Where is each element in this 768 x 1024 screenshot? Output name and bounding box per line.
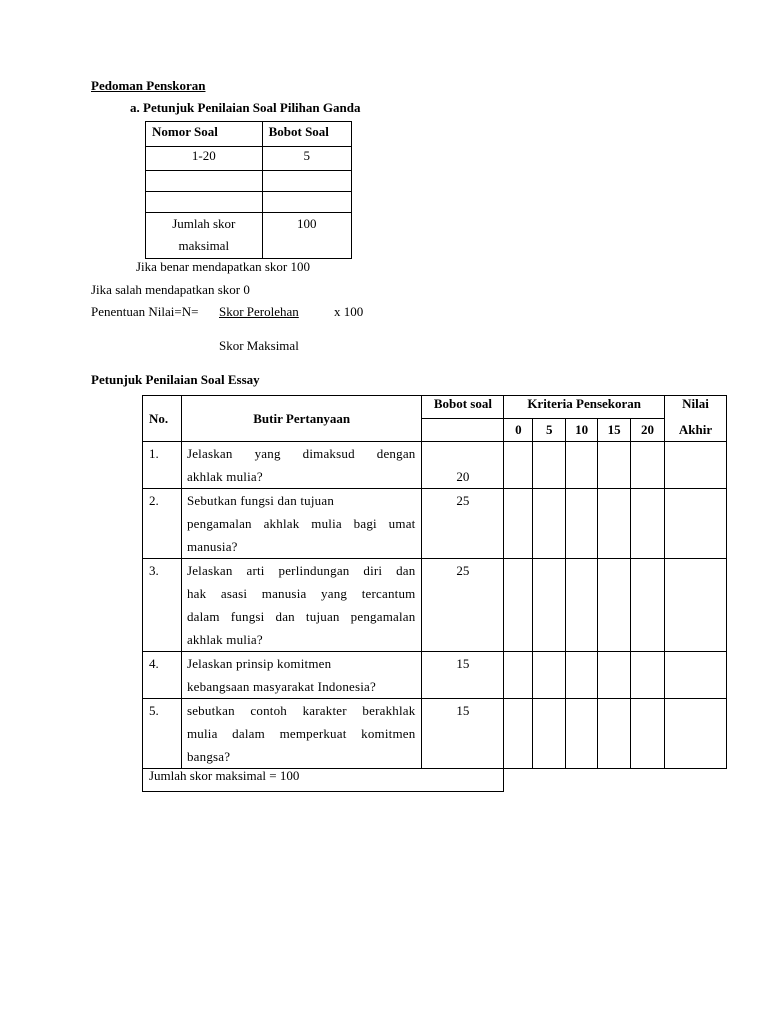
final-score-cell	[665, 699, 727, 769]
essay-row-weight: 20	[422, 442, 504, 489]
essay-row	[143, 442, 727, 489]
essay-row-weight: 15	[422, 699, 504, 769]
essay-row-weight: 25	[422, 489, 504, 559]
score-cell	[504, 652, 533, 699]
mc-header-nomor: Nomor Soal	[146, 122, 263, 147]
essay-row	[143, 489, 727, 559]
page-heading: Pedoman Penskoran	[91, 78, 206, 93]
formula-label: Penentuan Nilai=N=	[91, 304, 199, 319]
question-line: mulia dalam memperkuat komitmen	[186, 726, 416, 741]
question-line: bangsa?	[186, 749, 231, 764]
score-cell	[598, 699, 631, 769]
score-cell	[598, 489, 631, 559]
question-line: Jelaskan prinsip komitmen	[186, 656, 332, 671]
mc-empty-cell	[146, 192, 263, 213]
essay-header-butir: Butir Pertanyaan	[181, 396, 422, 442]
final-score-cell	[665, 652, 727, 699]
mc-row-nomor: 1-20	[146, 147, 263, 171]
mc-header-bobot: Bobot Soal	[262, 122, 351, 147]
criteria-0: 0	[504, 419, 533, 442]
question-line: pengamalan akhlak mulia bagi umat	[186, 516, 416, 531]
section-a-title: a. Petunjuk Penilaian Soal Pilihan Ganda	[130, 100, 361, 115]
essay-header-nilai: Nilai	[665, 396, 727, 419]
formula-numerator: Skor Perolehan	[219, 304, 299, 319]
score-cell	[631, 652, 665, 699]
mc-empty-cell	[262, 171, 351, 192]
question-line: sebutkan contoh karakter berakhlak	[186, 703, 416, 718]
essay-table	[142, 395, 727, 792]
essay-row-question	[181, 559, 422, 652]
score-cell	[533, 559, 566, 652]
mc-total-label-line: maksimal	[178, 238, 230, 253]
criteria-15: 15	[598, 419, 631, 442]
essay-row	[143, 559, 727, 652]
essay-header-no: No.	[143, 396, 182, 442]
score-cell	[631, 489, 665, 559]
essay-total: Jumlah skor maksimal = 100	[143, 769, 504, 792]
question-line: Jelaskan yang dimaksud dengan	[186, 446, 416, 461]
section-b-title: Petunjuk Penilaian Soal Essay	[91, 372, 260, 387]
score-cell	[533, 699, 566, 769]
essay-row-question	[181, 699, 422, 769]
essay-row-no: 1.	[143, 442, 182, 489]
question-line: kebangsaan masyarakat Indonesia?	[186, 679, 376, 694]
question-line: Jelaskan arti perlindungan diri dan	[186, 563, 416, 578]
final-score-cell	[665, 559, 727, 652]
essay-row	[143, 699, 727, 769]
criteria-20: 20	[631, 419, 665, 442]
question-line: manusia?	[186, 539, 238, 554]
rule-incorrect: Jika salah mendapatkan skor 0	[91, 282, 250, 297]
score-cell	[533, 652, 566, 699]
essay-row-no: 5.	[143, 699, 182, 769]
question-line: akhlak mulia?	[186, 469, 263, 484]
score-cell	[566, 489, 598, 559]
score-cell	[504, 559, 533, 652]
essay-row-weight: 15	[422, 652, 504, 699]
essay-row-question	[181, 442, 422, 489]
mc-total-label	[146, 213, 263, 259]
essay-row-no: 3.	[143, 559, 182, 652]
score-cell	[533, 489, 566, 559]
essay-row-no: 2.	[143, 489, 182, 559]
essay-header-akhir: Akhir	[665, 419, 727, 442]
score-cell	[631, 699, 665, 769]
mc-row-bobot: 5	[262, 147, 351, 171]
final-score-cell	[665, 489, 727, 559]
score-cell	[504, 699, 533, 769]
mc-empty-cell	[146, 171, 263, 192]
mc-total-value: 100	[262, 213, 351, 259]
formula-denominator: Skor Maksimal	[219, 338, 299, 353]
score-cell	[598, 442, 631, 489]
score-cell	[631, 559, 665, 652]
score-cell	[598, 559, 631, 652]
score-cell	[504, 442, 533, 489]
essay-row-question	[181, 652, 422, 699]
question-line: Sebutkan fungsi dan tujuan	[186, 493, 335, 508]
essay-total-blank	[504, 769, 727, 792]
essay-row-weight: 25	[422, 559, 504, 652]
score-cell	[598, 652, 631, 699]
score-cell	[504, 489, 533, 559]
essay-row-question	[181, 489, 422, 559]
mc-empty-cell	[262, 192, 351, 213]
question-line: dalam fungsi dan tujuan pengamalan	[186, 609, 416, 624]
criteria-10: 10	[566, 419, 598, 442]
score-cell	[631, 442, 665, 489]
score-cell	[533, 442, 566, 489]
essay-header-kriteria: Kriteria Pensekoran	[504, 396, 665, 419]
essay-header-bobot-blank	[422, 419, 504, 442]
rule-correct: Jika benar mendapatkan skor 100	[136, 259, 311, 274]
score-cell	[566, 559, 598, 652]
question-line: akhlak mulia?	[186, 632, 263, 647]
score-cell	[566, 442, 598, 489]
formula-multiplier: x 100	[334, 304, 364, 319]
criteria-5: 5	[533, 419, 566, 442]
score-cell	[566, 652, 598, 699]
essay-row-no: 4.	[143, 652, 182, 699]
multiple-choice-table	[145, 121, 352, 259]
essay-header-bobot: Bobot soal	[422, 396, 504, 419]
mc-total-label-line: Jumlah skor	[172, 216, 236, 231]
score-cell	[566, 699, 598, 769]
essay-row	[143, 652, 727, 699]
question-line: hak asasi manusia yang tercantum	[186, 586, 416, 601]
final-score-cell	[665, 442, 727, 489]
